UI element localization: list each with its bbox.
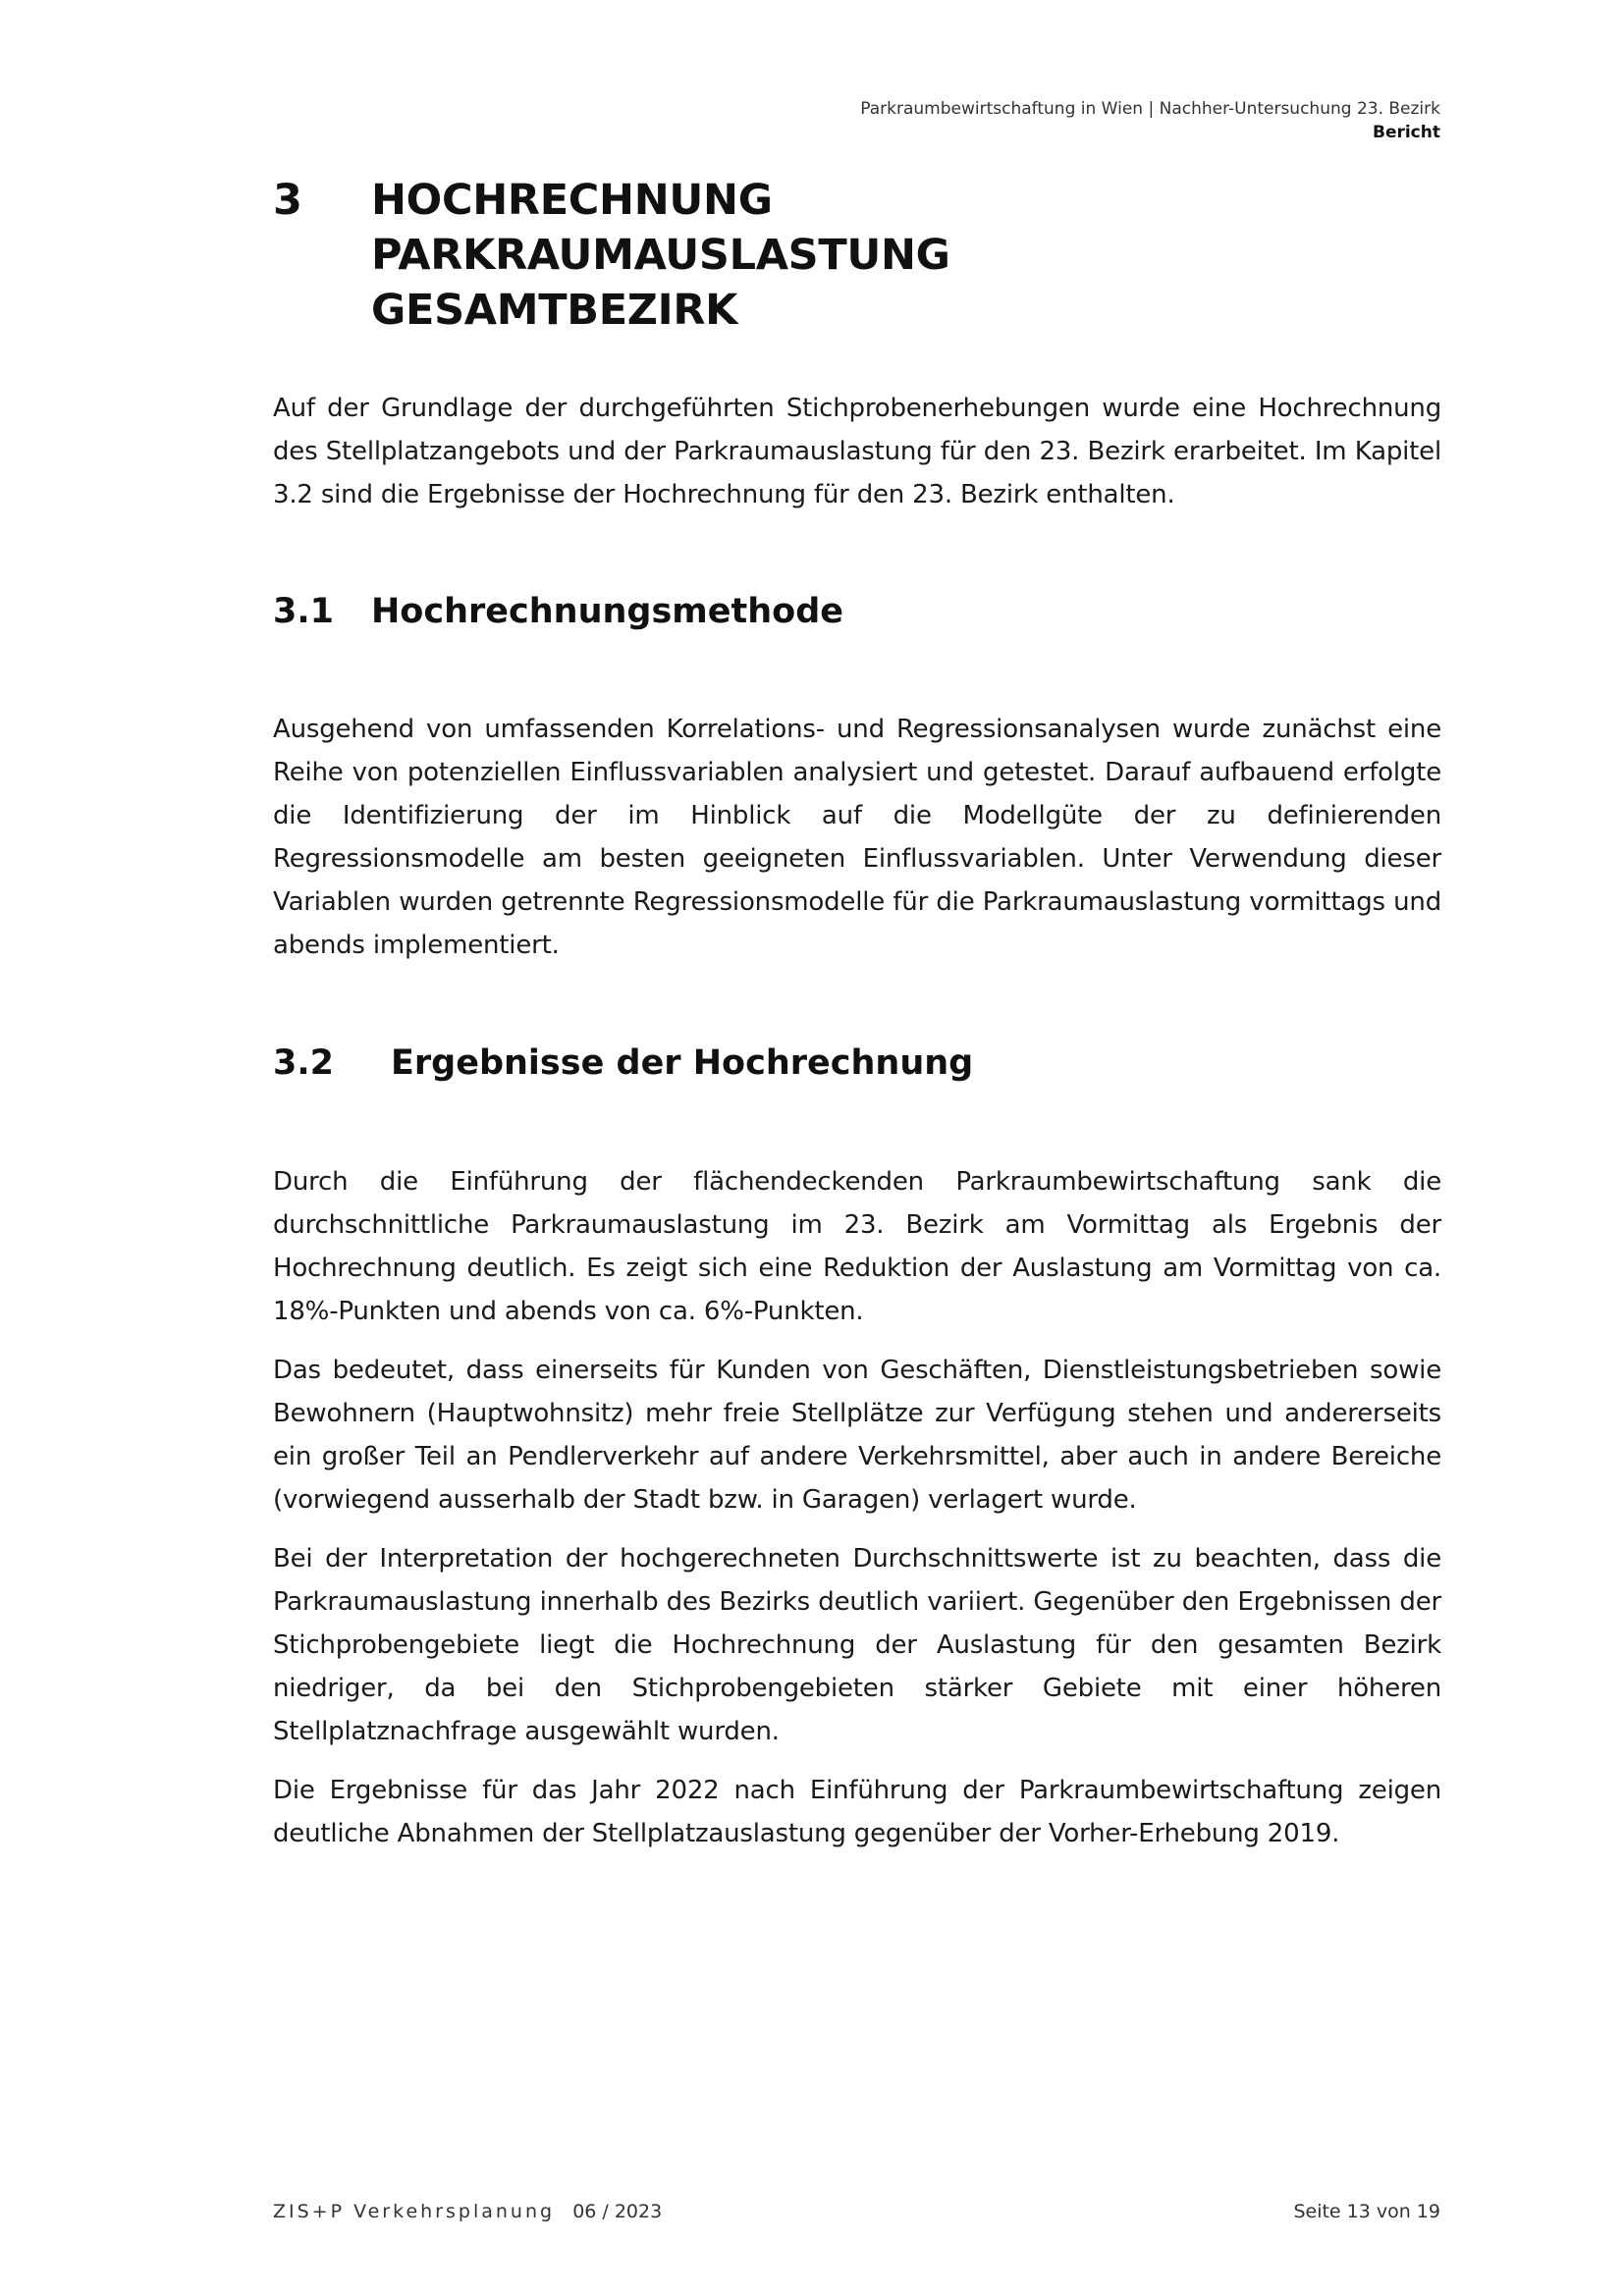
header-subtitle: Bericht bbox=[1372, 123, 1440, 142]
chapter-title-line-2: GESAMTBEZIRK bbox=[371, 286, 738, 335]
section-heading-3-2 bbox=[273, 1041, 1441, 1085]
section-3-1-paragraph: Ausgehend von umfassenden Korrelations- und Regressionsanalysen wurde zunächst eine Reihe von potenziellen Einflussvariablen analysiert und getestet. Darauf aufbauend erfolgte die Identifizierung der im Hinblick auf die Modellgüte der zu definierenden Regressionsmodelle am besten geeigneten Einflussvariablen. Unter Verwendung dieser Variablen wurden getrennte Regressionsmodelle für die Parkraumauslastung vormittags und abends implementiert. bbox=[273, 715, 1441, 960]
footer-brand: ZIS+P Verkehrsplanung bbox=[273, 2201, 556, 2222]
chapter-intro-paragraph: Auf der Grundlage der durchgeführten Stichprobenerhebungen wurde eine Hochrechnung des Stellplatzangebots und der Parkraumauslastung für den 23. Bezirk erarbeitet. Im Kapitel 3.2 sind die Ergebnisse der Hochrechnung für den 23. Bezirk enthalten. bbox=[273, 394, 1441, 509]
section-3-2-paragraph-4: Die Ergebnisse für das Jahr 2022 nach Einführung der Parkraumbewirtschaftung zeigen deutliche Abnahmen der Stellplatzauslastung gegenüber der Vorher-Erhebung 2019. bbox=[273, 1776, 1441, 1848]
section-title: Ergebnisse der Hochrechnung bbox=[391, 1043, 974, 1083]
header-title: Parkraumbewirtschaftung in Wien | Nachher-Untersuchung 23. Bezirk bbox=[860, 99, 1440, 119]
footer-left bbox=[273, 2200, 662, 2223]
page-number: Seite 13 von 19 bbox=[1293, 2201, 1440, 2222]
section-number: 3.1 bbox=[273, 592, 335, 631]
chapter-number: 3 bbox=[273, 176, 302, 225]
running-header bbox=[860, 97, 1440, 144]
section-title: Hochrechnungsmethode bbox=[371, 592, 843, 631]
section-3-2-paragraph-2: Das bedeutet, dass einerseits für Kunden von Geschäften, Dienstleistungsbetrieben sowie Bewohnern (Hauptwohnsitz) mehr freie Stellplätze zur Verfügung stehen und andererseits ein großer Teil an Pendlerverkehr auf andere Verkehrsmittel, aber auch in andere Bereiche (vorwiegend ausserhalb der Stadt bzw. in Garagen) verlagert wurde. bbox=[273, 1356, 1441, 1515]
footer-date: 06 / 2023 bbox=[572, 2201, 663, 2222]
section-heading-3-1 bbox=[273, 590, 1441, 633]
section-number: 3.2 bbox=[273, 1043, 335, 1083]
section-3-2-paragraph-1: Durch die Einführung der flächendeckenden Parkraumbewirtschaftung sank die durchschnittliche Parkraumauslastung im 23. Bezirk am Vormittag als Ergebnis der Hochrechnung deutlich. Es zeigt sich eine Reduktion der Auslastung am Vormittag von ca. 18%-Punkten und abends von ca. 6%-Punkten. bbox=[273, 1167, 1441, 1326]
chapter-title-line-1: HOCHRECHNUNG PARKRAUMAUSLASTUNG bbox=[371, 176, 950, 280]
section-3-2-paragraph-3: Bei der Interpretation der hochgerechneten Durchschnittswerte ist zu beachten, dass die Parkraumauslastung innerhalb des Bezirks deutlich variiert. Gegenüber den Ergebnissen der Stichprobengebiete liegt die Hochrechnung der Auslastung für den gesamten Bezirk niedriger, da bei den Stichprobengebieten stärker Gebiete mit einer höheren Stellplatznachfrage ausgewählt wurden. bbox=[273, 1544, 1441, 1746]
chapter-title bbox=[371, 173, 1353, 338]
